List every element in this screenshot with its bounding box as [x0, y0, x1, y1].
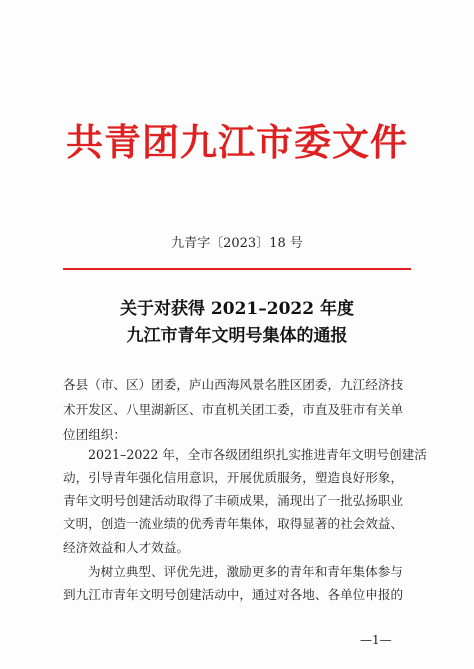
document-number: 九青字〔2023〕18 号: [171, 236, 303, 251]
body-line-1: 各县（市、区）团委，庐山西海风景名胜区团委，九江经济技: [63, 377, 404, 392]
body-line-5: 动，引导青年强化信用意识，开展优质服务，塑造良好形象，: [63, 470, 404, 485]
body-line-7: 文明，创造一流业绩的优秀青年集体，取得显著的社会效益、: [63, 516, 404, 531]
body-line-6: 青年文明号创建活动取得了丰硕成果，涌现出了一批弘扬职业: [63, 493, 404, 508]
body-line-2: 术开发区、八里湖新区、市直机关团工委，市直及驻市有关单: [63, 402, 404, 417]
body-line-3: 位团组织：: [63, 427, 126, 442]
page-number: —1—: [360, 633, 392, 647]
body-line-8: 经济效益和人才效益。: [63, 540, 189, 555]
document-title-line-2: 九江市青年文明号集体的通报: [126, 326, 348, 346]
body-line-10: 到九江市青年文明号创建活动中，通过对各地、各单位申报的: [63, 587, 404, 602]
body-line-9: 为树立典型、评优先进，激励更多的青年和青年集体参与: [88, 564, 403, 579]
document-masthead: 共青团九江市委文件: [66, 120, 408, 164]
document-title-line-1: 关于对获得 2021–2022 年度: [120, 299, 354, 319]
red-divider-rule: [63, 268, 411, 270]
body-line-4: 2021–2022 年，全市各级团组织扎实推进青年文明号创建活: [88, 447, 427, 462]
